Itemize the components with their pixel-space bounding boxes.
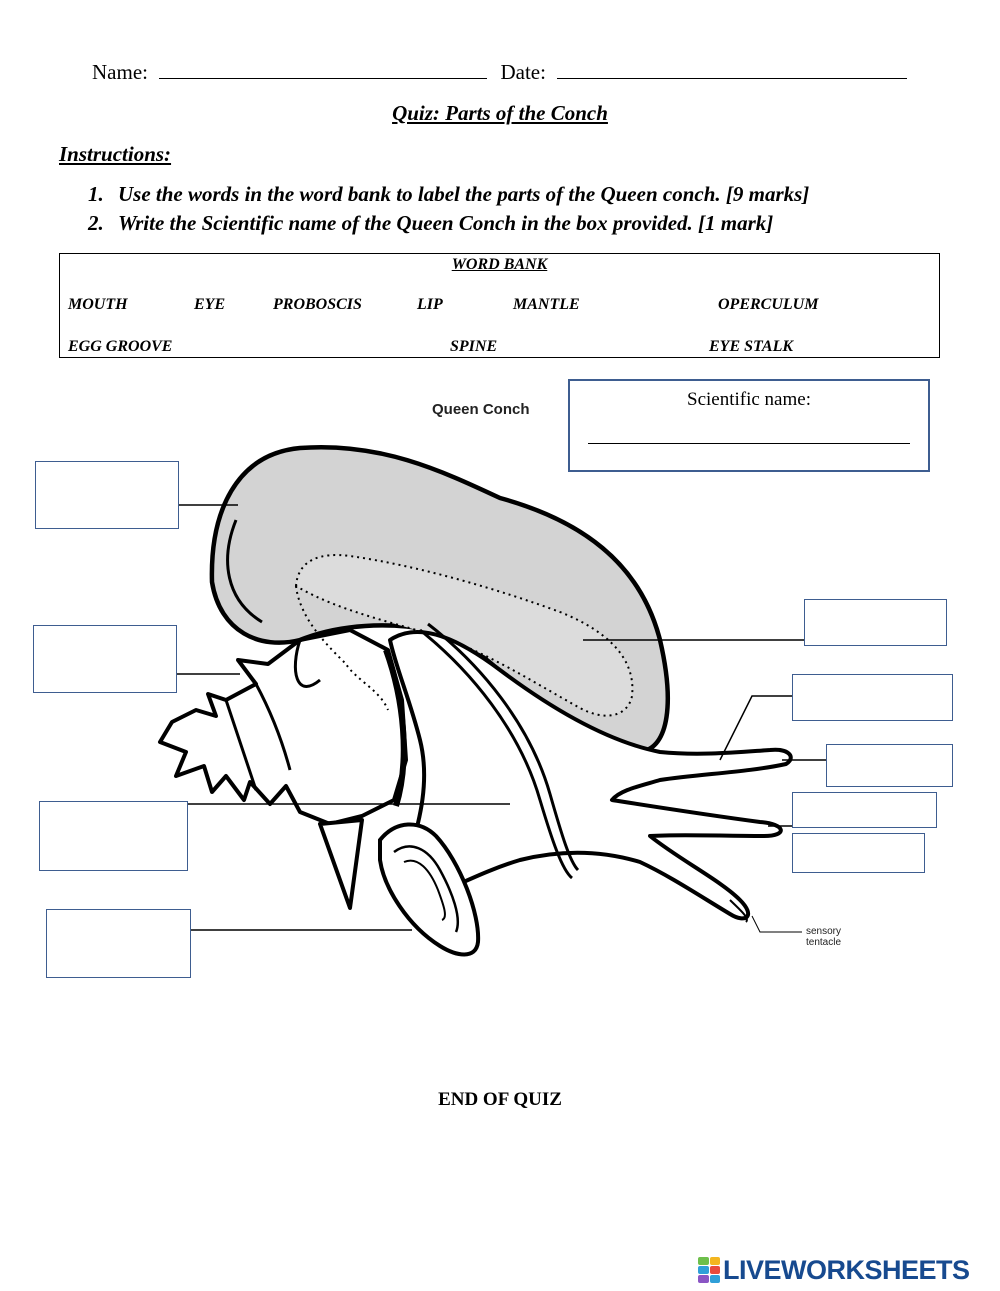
instructions-heading: Instructions: — [59, 142, 172, 166]
diagram-caption: Queen Conch — [432, 401, 530, 418]
label-box-6[interactable] — [792, 674, 953, 721]
word-egg-groove: EGG GROOVE — [68, 338, 173, 355]
word-mantle: MANTLE — [513, 296, 580, 313]
scientific-name-label: Scientific name: — [687, 389, 811, 410]
label-box-5[interactable] — [804, 599, 947, 646]
shell-spire — [160, 630, 406, 824]
label-box-3[interactable] — [39, 801, 188, 871]
name-field[interactable] — [159, 58, 487, 79]
label-box-8[interactable] — [792, 792, 937, 828]
logo-mark-icon — [698, 1257, 720, 1283]
shell-spine — [320, 820, 362, 908]
liveworksheets-logo — [698, 1255, 970, 1285]
label-box-1[interactable] — [35, 461, 179, 529]
word-mouth: MOUTH — [68, 296, 128, 313]
date-label: Date: — [500, 60, 546, 84]
tentacle-label-2: tentacle — [806, 937, 842, 948]
word-operculum: OPERCULUM — [718, 296, 819, 313]
label-box-4[interactable] — [46, 909, 191, 978]
instruction-item: 2. Write the Scientific name of the Queen Conch in the box provided. [1 mark] — [88, 211, 774, 235]
word-lip: LIP — [417, 296, 443, 313]
header-line — [92, 58, 907, 85]
tentacle-label-1: sensory — [806, 926, 842, 937]
word-proboscis: PROBOSCIS — [273, 296, 362, 313]
label-box-7[interactable] — [826, 744, 953, 787]
label-box-2[interactable] — [33, 625, 177, 693]
word-spine: SPINE — [450, 338, 498, 355]
word-bank — [59, 253, 940, 358]
word-eye-stalk: EYE STALK — [709, 338, 794, 355]
word-bank-title: WORD BANK — [451, 256, 548, 273]
date-field[interactable] — [557, 58, 907, 79]
word-eye: EYE — [194, 296, 226, 313]
scientific-name-box[interactable] — [568, 379, 930, 472]
scientific-name-line — [588, 443, 910, 444]
quiz-title: Quiz: Parts of the Conch — [392, 101, 608, 125]
name-label: Name: — [92, 60, 148, 84]
end-of-quiz: END OF QUIZ — [438, 1089, 562, 1110]
instruction-item: 1. Use the words in the word bank to label the parts of the Queen conch. [9 marks] — [88, 182, 810, 206]
instructions-list — [88, 182, 809, 240]
logo-text: LIVEWORKSHEETS — [723, 1254, 970, 1285]
label-box-9[interactable] — [792, 833, 925, 873]
